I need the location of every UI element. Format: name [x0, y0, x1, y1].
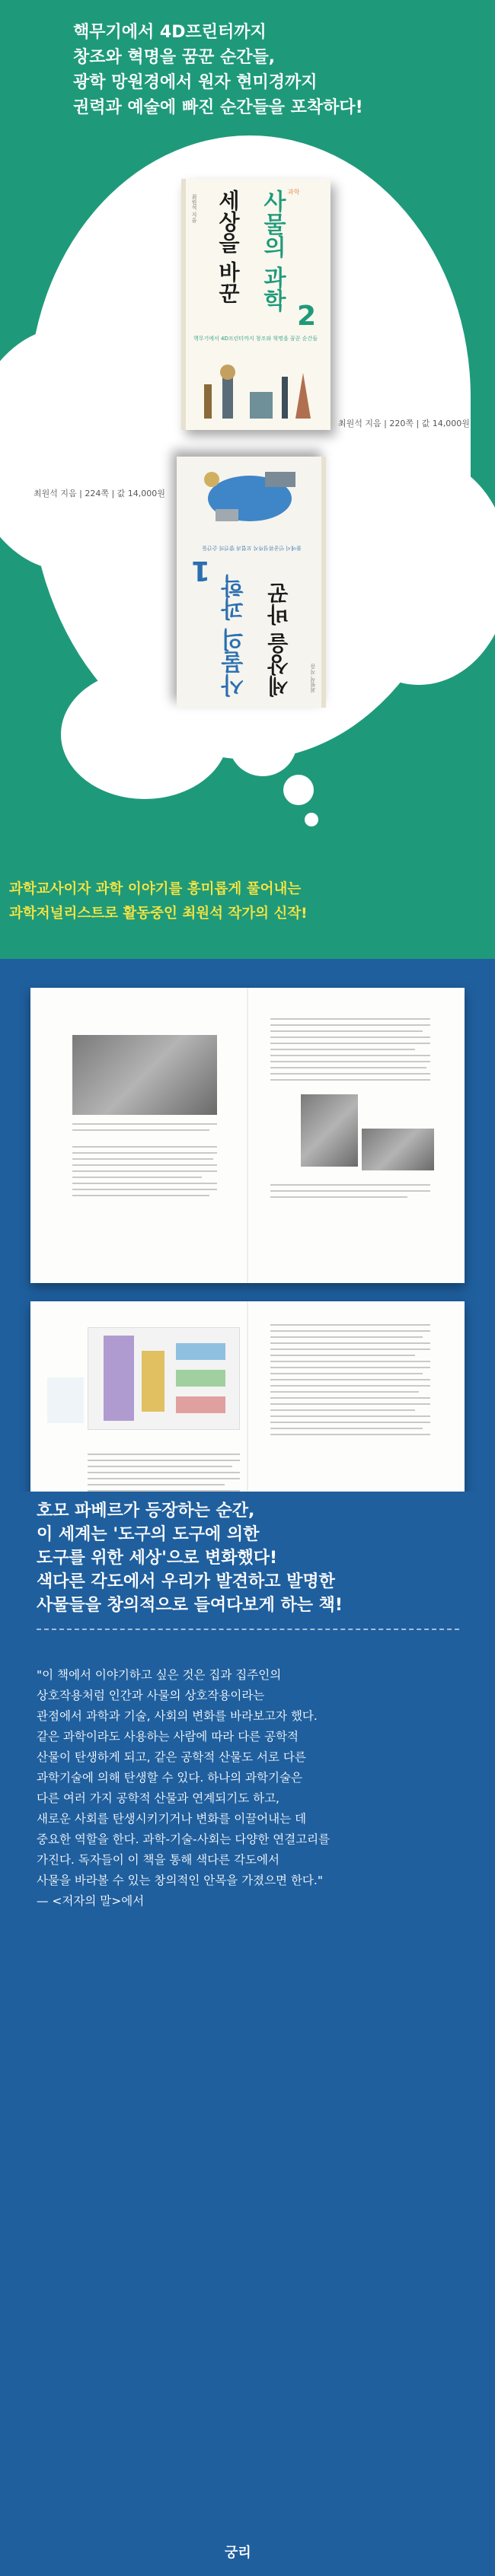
- railroad-photo: [72, 1035, 217, 1115]
- book1-meta: 최원석 지음 | 224쪽 | 값 14,000원: [34, 489, 165, 498]
- sidebar-note: [47, 1377, 84, 1423]
- book-author-spine: 최원석 지음: [310, 664, 316, 693]
- hero-headline: [0, 20, 495, 120]
- quote-line: 과학기술에 의해 탄생할 수 있다. 하나의 과학기술은: [37, 1771, 302, 1785]
- thought-bubble-dot: [305, 813, 318, 826]
- publisher-logo: 궁리: [225, 2545, 251, 2561]
- system-diagram: [88, 1327, 240, 1430]
- quote-line: 상호작용처럼 인간과 사물의 상호작용이라는: [37, 1689, 265, 1702]
- machines-illustration: [189, 464, 311, 529]
- book2-meta: 최원석 지음 | 220쪽 | 값 14,000원: [338, 419, 470, 428]
- claim-line: 호모 파베르가 등장하는 순간,: [37, 1501, 255, 1520]
- book-blurb: 불에서 인공위성까지 모험과 발견의 순간들: [202, 545, 302, 551]
- quote-line: 다른 여러 가지 공학적 산물과 연계되기도 하고,: [37, 1791, 279, 1805]
- diagram-figure: [88, 1328, 241, 1431]
- headline-line: 창조와 혁명을 꿈꾼 순간들,: [73, 48, 276, 67]
- tagline-line: 과학교사이자 과학 이야기를 흥미롭게 풀어내는: [9, 881, 302, 897]
- book-title-left: 세상을 바꾼: [216, 189, 241, 304]
- book-blurb: 핵무기에서 4D프린터까지 창조와 혁명을 꿈꾼 순간들: [193, 336, 318, 342]
- headline-line: 권력과 예술에 빠진 순간들을 포착하다!: [73, 98, 363, 117]
- thought-bubble-dot: [283, 775, 314, 805]
- author-quote: [37, 1665, 471, 1912]
- book-label: 과학: [288, 189, 300, 196]
- book-cover-volume-1: [177, 457, 326, 708]
- page-spread-1: [30, 988, 465, 1283]
- tagline-line: 과학저널리스트로 활동중인 최원석 작가의 신작!: [9, 906, 308, 922]
- book-illustration: [196, 361, 318, 422]
- book-spine: [181, 179, 186, 430]
- cloud-puff: [228, 708, 297, 776]
- claim-line: 이 세계는 '도구의 도구에 의한: [37, 1525, 260, 1544]
- instruments-illustration: [196, 361, 318, 422]
- quote-line: 중요한 역할을 한다. 과학-기술-사회는 다양한 연결고리를: [37, 1832, 331, 1846]
- book-title-right: 사물의 과학: [259, 189, 286, 312]
- book-volume-number: 2: [297, 301, 317, 332]
- claim-line: 사물들을 창의적으로 들여다보게 하는 책!: [37, 1596, 343, 1615]
- claim-text: [37, 1499, 471, 1617]
- bridge-photo: [362, 1129, 434, 1170]
- quote-line: 관점에서 과학과 기술, 사회의 변화를 바라보고자 했다.: [37, 1709, 318, 1723]
- tagline-text: [9, 877, 489, 926]
- book-illustration: [189, 464, 311, 529]
- book-spine: [321, 457, 326, 708]
- dashed-divider: [37, 1629, 459, 1630]
- quote-line: 새로운 사회를 탄생시키기거나 변화를 이끌어내는 데: [37, 1812, 307, 1826]
- quote-line: 같은 과학이라도 사용하는 사람에 따라 다른 공학적: [37, 1730, 299, 1743]
- quote-line: 산물이 탄생하게 되고, 같은 공학적 산물도 서로 다른: [37, 1750, 306, 1764]
- quote-line: "이 책에서 이야기하고 싶은 것은 집과 집주인의: [37, 1668, 282, 1682]
- quote-attribution: — <저자의 말>에서: [37, 1894, 145, 1908]
- quote-line: 사물을 바라볼 수 있는 창의적인 안목을 가졌으면 한다.": [37, 1874, 323, 1887]
- portrait-photo: [301, 1094, 358, 1167]
- claim-line: 도구를 위한 세상'으로 변화했다!: [37, 1549, 278, 1568]
- headline-line: 광학 망원경에서 원자 현미경까지: [73, 73, 318, 92]
- book-title-left: 세상을 바꾼: [267, 583, 292, 697]
- headline-line: 핵무기에서 4D프린터까지: [73, 23, 267, 42]
- book-volume-number: 1: [190, 555, 210, 586]
- book-title-right: 사물의 과학: [222, 575, 248, 697]
- book-cover-volume-2: [181, 179, 331, 430]
- tagline-section: [0, 841, 495, 959]
- quote-line: 가진다. 독자들이 이 책을 통해 색다른 각도에서: [37, 1853, 279, 1867]
- book-author-spine: 최원석 지음: [191, 194, 197, 223]
- hero-section: [0, 0, 495, 841]
- claim-line: 색다른 각도에서 우리가 발견하고 발명한: [37, 1572, 335, 1591]
- closing-claim-area: [0, 1492, 495, 2576]
